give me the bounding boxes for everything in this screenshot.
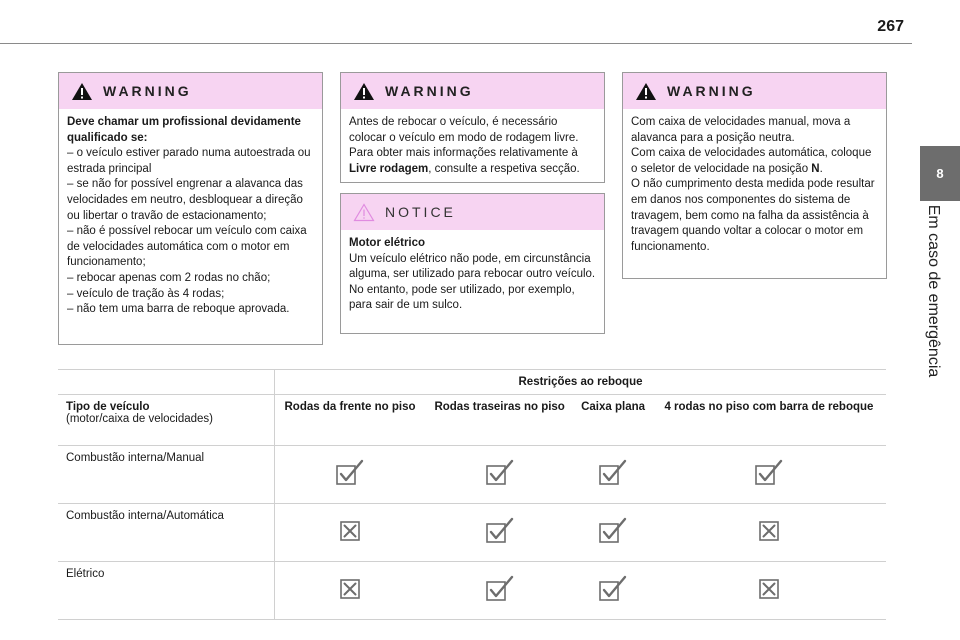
notice-body bbox=[341, 230, 604, 320]
checkmark-allowed-icon bbox=[598, 459, 628, 487]
vehicle-type-cell: Elétrico bbox=[58, 562, 275, 620]
warning-header bbox=[59, 73, 322, 109]
restriction-cell bbox=[652, 562, 886, 620]
warning-body bbox=[623, 109, 886, 261]
empty-header-cell bbox=[58, 370, 275, 395]
checkmark-allowed-icon bbox=[598, 575, 628, 603]
vehicle-type-cell: Combustão interna/Automática bbox=[58, 504, 275, 562]
warning-label: WARNING bbox=[385, 83, 474, 99]
warning-header bbox=[623, 73, 886, 109]
table-span-header-row bbox=[58, 370, 886, 395]
restriction-cell bbox=[574, 562, 652, 620]
restriction-cell bbox=[275, 446, 426, 504]
column-header: 4 rodas no piso com barra de reboque bbox=[652, 395, 886, 446]
table-column-header-row bbox=[58, 395, 886, 446]
cross-not-allowed-icon bbox=[339, 520, 361, 542]
notice-text: Um veículo elétrico não pode, em circunstância alguma, ser utilizado para rebocar outro veículo. bbox=[349, 252, 596, 281]
restriction-cell bbox=[275, 562, 426, 620]
checkmark-allowed-icon bbox=[754, 459, 784, 487]
notice-header bbox=[341, 194, 604, 230]
warning-text-end: . bbox=[819, 162, 823, 175]
warning-box-2 bbox=[340, 72, 605, 183]
warning-box-3 bbox=[622, 72, 887, 279]
restriction-cell bbox=[275, 504, 426, 562]
checkmark-allowed-icon bbox=[485, 459, 515, 487]
notice-box bbox=[340, 193, 605, 334]
checkmark-allowed-icon bbox=[485, 575, 515, 603]
warning-header bbox=[341, 73, 604, 109]
warning-body bbox=[59, 109, 322, 324]
warning-line: – veículo de tração às 4 rodas; bbox=[67, 287, 225, 300]
warning-line: – se não for possível engrenar a alavanca das velocidades em neutro, desbloquear a direção ou libertar o travão de estacionamento; bbox=[67, 178, 303, 222]
gear-position-n: N bbox=[811, 162, 820, 175]
vehicle-type-subtitle: (motor/caixa de velocidades) bbox=[66, 413, 214, 425]
warning-box-1 bbox=[58, 72, 323, 345]
vehicle-type-header bbox=[58, 395, 275, 446]
restriction-cell bbox=[652, 446, 886, 504]
warning-label: WARNING bbox=[103, 83, 192, 99]
warning-line: – não é possível rebocar um veículo com caixa de velocidades automática com o motor em funcionamento; bbox=[67, 225, 307, 269]
notice-label: NOTICE bbox=[385, 204, 456, 220]
warning-text: Com caixa de velocidades manual, mova a alavanca para a posição neutra. bbox=[631, 116, 851, 144]
column-header: Rodas da frente no piso bbox=[275, 395, 426, 446]
warning-line: – não tem uma barra de reboque aprovada. bbox=[67, 303, 290, 316]
warning-label: WARNING bbox=[667, 83, 756, 99]
warning-triangle-icon bbox=[353, 82, 375, 101]
warning-text: O não cumprimento desta medida pode resultar em danos nos componentes do sistema de travagem, bem como na falha da assistência à travagem quando voltar a colocar o motor em funcionamento. bbox=[631, 178, 875, 253]
chapter-title: Em caso de emergência bbox=[925, 204, 942, 378]
vehicle-type-title: Tipo de veículo bbox=[66, 401, 150, 413]
chapter-tab[interactable] bbox=[920, 146, 960, 201]
cross-not-allowed-icon bbox=[758, 520, 780, 542]
towing-restrictions-table bbox=[58, 369, 886, 620]
warning-line: Deve chamar um profissional devidamente qualificado se: bbox=[67, 116, 301, 144]
warning-text: Com caixa de velocidades automática, coloque o seletor de velocidade na posição bbox=[631, 147, 872, 175]
checkmark-allowed-icon bbox=[485, 517, 515, 545]
vehicle-type-cell: Combustão interna/Manual bbox=[58, 446, 275, 504]
warning-line: – rebocar apenas com 2 rodas no chão; bbox=[67, 271, 271, 284]
warning-body bbox=[341, 109, 604, 183]
warning-line: – o veículo estiver parado numa autoestrada ou estrada principal bbox=[67, 147, 311, 175]
chapter-number: 8 bbox=[936, 166, 944, 181]
notice-title: Motor elétrico bbox=[349, 237, 426, 249]
cross-not-allowed-icon bbox=[758, 578, 780, 600]
warning-triangle-icon bbox=[635, 82, 657, 101]
restriction-cell bbox=[574, 504, 652, 562]
warning-text: Antes de rebocar o veículo, é necessário colocar o veículo em modo de rodagem livre. Para obter mais informações relativamente à bbox=[349, 116, 579, 160]
restriction-cell bbox=[425, 562, 574, 620]
table-row bbox=[58, 446, 886, 504]
warning-text-end: , consulte a respetiva secção. bbox=[428, 162, 580, 175]
column-header: Rodas traseiras no piso bbox=[425, 395, 574, 446]
column-header: Caixa plana bbox=[574, 395, 652, 446]
top-divider bbox=[0, 43, 912, 44]
page-number: 267 bbox=[877, 18, 904, 35]
restriction-cell bbox=[425, 446, 574, 504]
cross-not-allowed-icon bbox=[339, 578, 361, 600]
restriction-cell bbox=[425, 504, 574, 562]
table-row bbox=[58, 562, 886, 620]
restrictions-header: Restrições ao reboque bbox=[275, 370, 887, 395]
warning-triangle-icon bbox=[71, 82, 93, 101]
notice-text: No entanto, pode ser utilizado, por exemplo, para sair de um sulco. bbox=[349, 283, 575, 312]
restriction-cell bbox=[652, 504, 886, 562]
checkmark-allowed-icon bbox=[598, 517, 628, 545]
warning-bold-term: Livre rodagem bbox=[349, 162, 429, 175]
notice-triangle-icon bbox=[353, 203, 375, 222]
table-row bbox=[58, 504, 886, 562]
checkmark-allowed-icon bbox=[335, 459, 365, 487]
restriction-cell bbox=[574, 446, 652, 504]
